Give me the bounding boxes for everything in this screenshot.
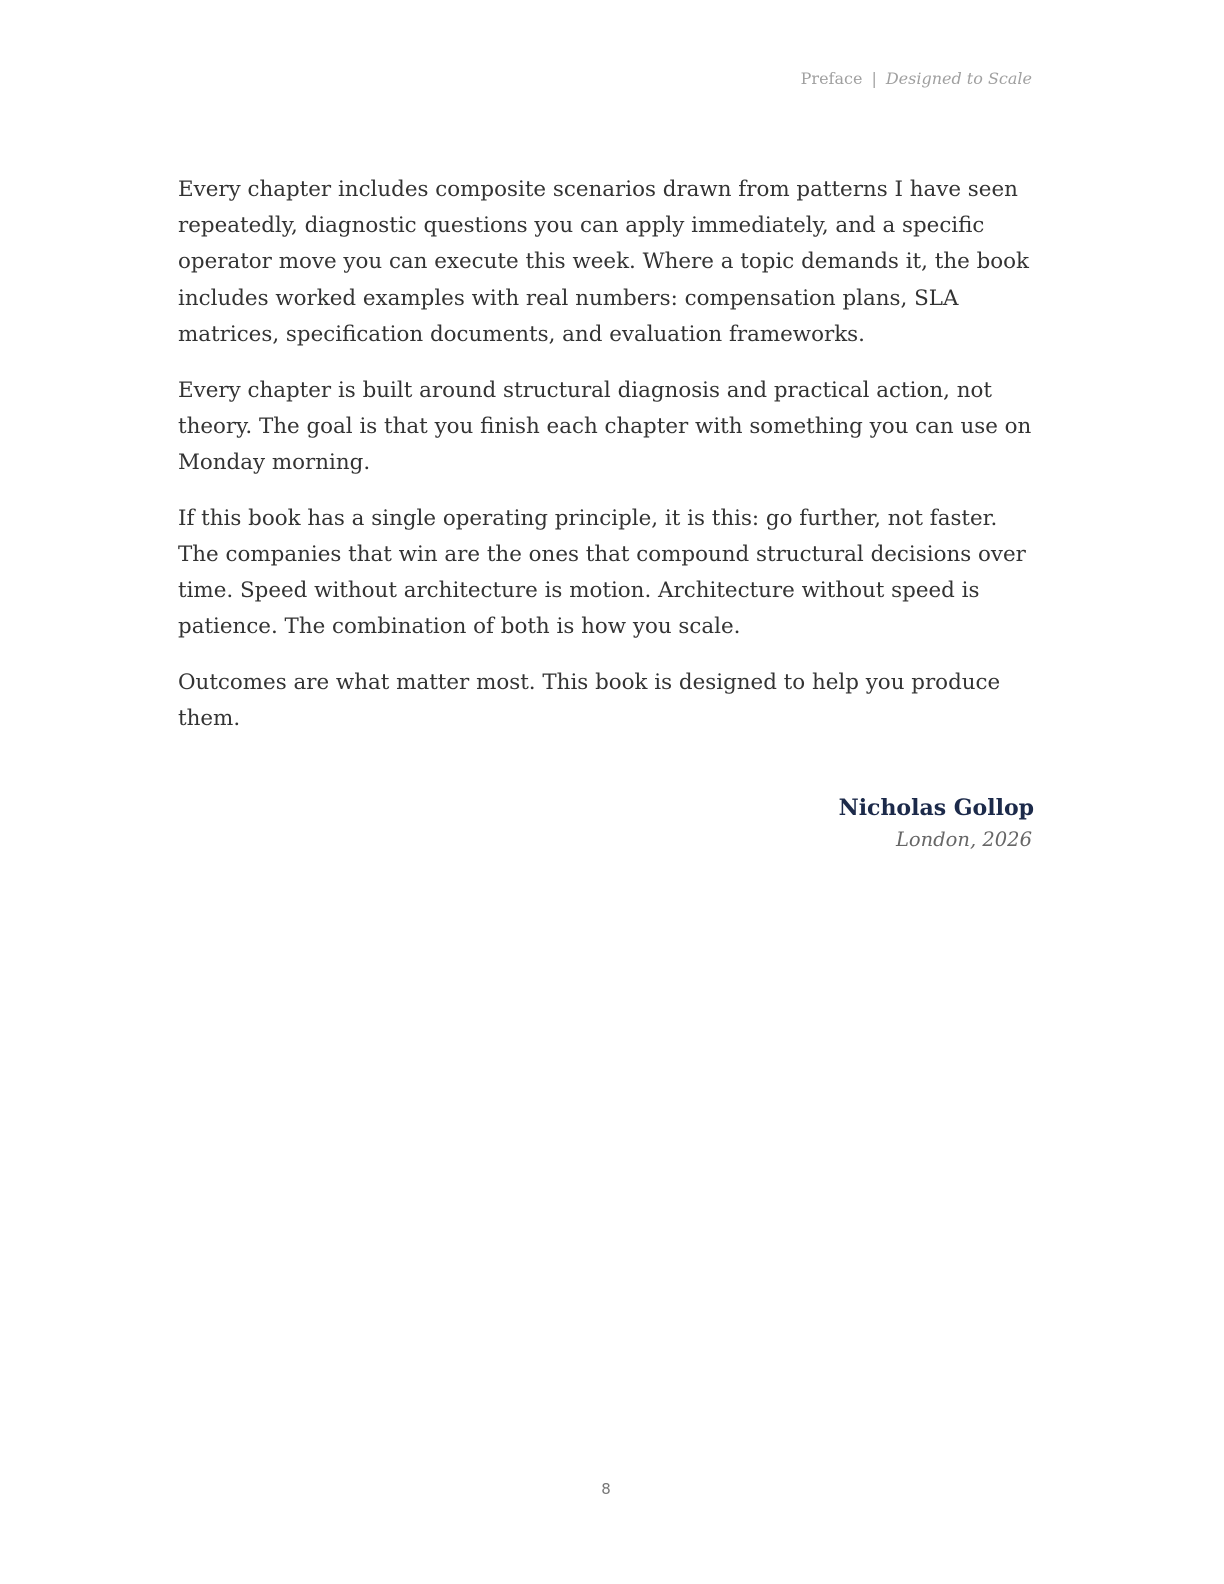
paragraph: Every chapter includes composite scenarios drawn from patterns I have seen repeatedly, diagnostic questions you can apply immediately, and a specific operator move you can execute this week. Where a topic demands it, the book includes worked examples with real numbers: compensation plans, SLA matrices, specification documents, and evaluation frameworks. bbox=[178, 177, 1029, 347]
paragraph: Every chapter is built around structural diagnosis and practical action, not theory. The goal is that you finish each chapter with something you can use on Monday morning. bbox=[178, 377, 1032, 475]
preface-body bbox=[178, 172, 1034, 757]
paragraph: If this book has a single operating principle, it is this: go further, not faster. The companies that win are the ones that compound structural decisions over time. Speed without architecture is motion. Architecture without speed is patience. The combination of both is how you scale. bbox=[178, 505, 1026, 640]
header-book-title: Designed to Scale bbox=[885, 69, 1032, 88]
header-section: Preface bbox=[800, 69, 863, 88]
running-header bbox=[801, 69, 1032, 88]
page-number: 8 bbox=[601, 1480, 611, 1498]
header-separator: | bbox=[871, 69, 877, 88]
signature-block bbox=[839, 792, 1034, 856]
paragraph: Outcomes are what matter most. This book is designed to help you produce them. bbox=[178, 669, 1001, 732]
place-date: London, 2026 bbox=[895, 828, 1032, 851]
author-name: Nicholas Gollop bbox=[838, 795, 1034, 821]
